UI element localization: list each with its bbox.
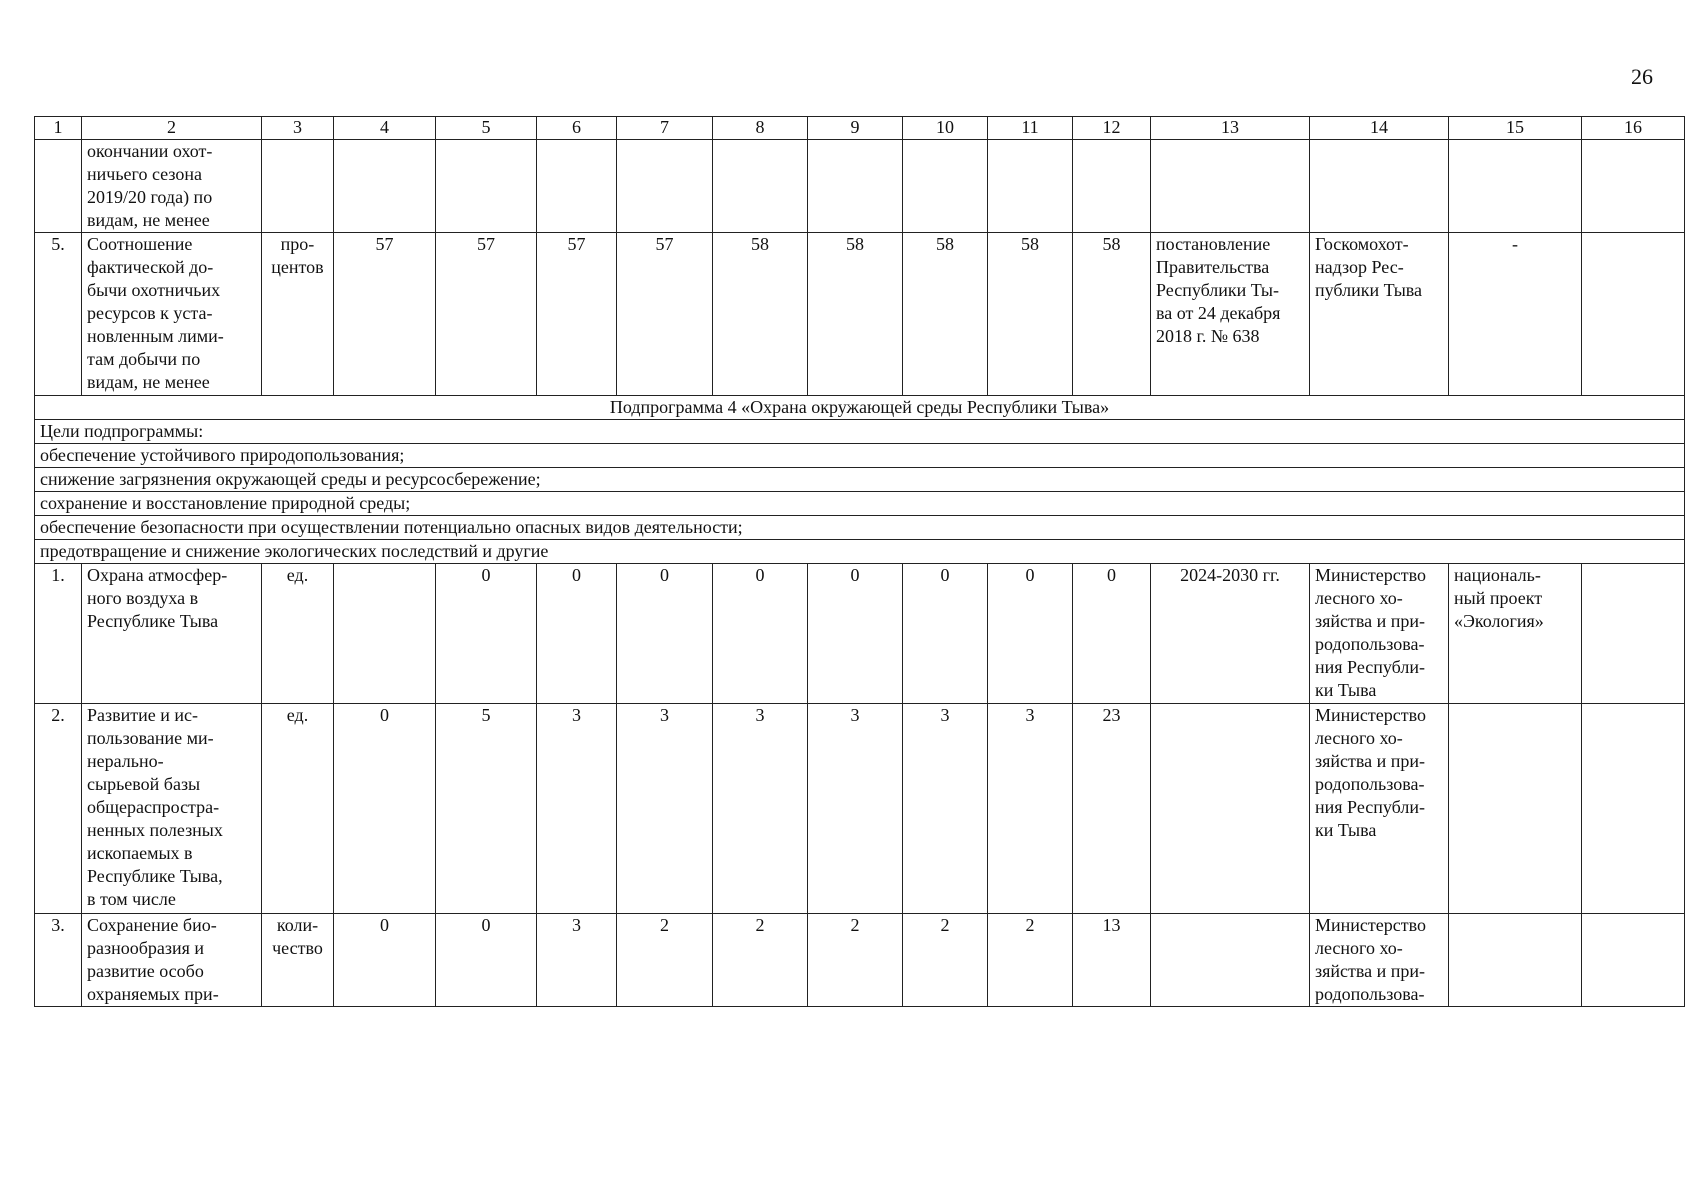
cell-value: 5: [436, 704, 537, 914]
cell-name: Сохранение био- разнообразия и развитие особо охраняемых при-: [82, 914, 262, 1007]
goal-row: [35, 444, 1685, 468]
col-header: 10: [903, 117, 988, 140]
col-header: 16: [1582, 117, 1685, 140]
cell-value: 3: [537, 704, 617, 914]
col-header: 2: [82, 117, 262, 140]
cell-value: 0: [988, 564, 1073, 704]
goal-item: обеспечение безопасности при осуществлении потенциально опасных видов деятельности;: [35, 516, 1685, 540]
cell-name: окончании охот- ничьего сезона 2019/20 года) по видам, не менее: [82, 140, 262, 233]
cell-project: националь- ный проект «Экология»: [1449, 564, 1582, 704]
cell-no: [35, 140, 82, 233]
cell-project: -: [1449, 233, 1582, 396]
cell-value: 3: [988, 704, 1073, 914]
col-header: 5: [436, 117, 537, 140]
cell-no: 5.: [35, 233, 82, 396]
col-header: 11: [988, 117, 1073, 140]
col-header: 4: [334, 117, 436, 140]
table-row: [35, 914, 1685, 1007]
cell-value: 2: [808, 914, 903, 1007]
cell-value: 23: [1073, 704, 1151, 914]
goal-item: обеспечение устойчивого природопользования;: [35, 444, 1685, 468]
cell-value: 3: [617, 704, 713, 914]
cell-unit: ед.: [262, 704, 334, 914]
cell-value: 57: [436, 233, 537, 396]
col-header: 13: [1151, 117, 1310, 140]
goal-item: предотвращение и снижение экологических последствий и другие: [35, 540, 1685, 564]
cell-value: 13: [1073, 914, 1151, 1007]
column-number-header-row: [35, 117, 1685, 140]
cell-responsible: Министерство лесного хо- зяйства и при- родопользова- ния Республи- ки Тыва: [1310, 704, 1449, 914]
col-header: 14: [1310, 117, 1449, 140]
cell-value: 0: [436, 564, 537, 704]
table-row: [35, 704, 1685, 914]
col-header: 15: [1449, 117, 1582, 140]
cell-value: 3: [713, 704, 808, 914]
cell-no: 2.: [35, 704, 82, 914]
cell-no: 1.: [35, 564, 82, 704]
cell-value: 0: [334, 704, 436, 914]
cell-value: 0: [1073, 564, 1151, 704]
cell-value: 3: [808, 704, 903, 914]
cell-value: 0: [334, 914, 436, 1007]
table-row: [35, 564, 1685, 704]
goal-row: [35, 516, 1685, 540]
cell-unit: ед.: [262, 564, 334, 704]
cell-value: 2: [903, 914, 988, 1007]
cell-document: [1151, 914, 1310, 1007]
col-header: 12: [1073, 117, 1151, 140]
cell-no: 3.: [35, 914, 82, 1007]
cell-value: 58: [988, 233, 1073, 396]
cell-value: 0: [713, 564, 808, 704]
goal-row: [35, 420, 1685, 444]
goal-item: снижение загрязнения окружающей среды и ресурсосбережение;: [35, 468, 1685, 492]
cell-document: 2024-2030 гг.: [1151, 564, 1310, 704]
cell-extra: [1582, 233, 1685, 396]
cell-document: постановление Правительства Республики Ты- ва от 24 декабря 2018 г. № 638: [1151, 233, 1310, 396]
cell-document: [1151, 704, 1310, 914]
cell-value: 2: [988, 914, 1073, 1007]
table-row: [35, 140, 1685, 233]
cell-value: 58: [1073, 233, 1151, 396]
cell-value: 2: [617, 914, 713, 1007]
page-number: 26: [1631, 64, 1653, 89]
col-header: 3: [262, 117, 334, 140]
cell-responsible: Госкомохот- надзор Рес- публики Тыва: [1310, 233, 1449, 396]
goal-item: сохранение и восстановление природной среды;: [35, 492, 1685, 516]
cell-value: 3: [537, 914, 617, 1007]
cell-value: 58: [903, 233, 988, 396]
cell-value: 57: [617, 233, 713, 396]
cell-name: Соотношение фактической до- бычи охотничьих ресурсов к уста- новленным лими- там добычи по видам, не менее: [82, 233, 262, 396]
col-header: 7: [617, 117, 713, 140]
cell-value: 57: [537, 233, 617, 396]
subprogram-title: Подпрограмма 4 «Охрана окружающей среды Республики Тыва»: [35, 396, 1685, 420]
cell-name: Развитие и ис- пользование ми- нерально- сырьевой базы общераспростра- ненных полезных ископаемых в Республике Тыва, в том числе: [82, 704, 262, 914]
goals-heading: Цели подпрограммы:: [35, 420, 1685, 444]
goal-row: [35, 468, 1685, 492]
cell-value: [334, 564, 436, 704]
cell-value: 58: [808, 233, 903, 396]
cell-project: [1449, 704, 1582, 914]
cell-responsible: Министерство лесного хо- зяйства и при- родопользова- ния Республи- ки Тыва: [1310, 564, 1449, 704]
goal-row: [35, 540, 1685, 564]
cell-project: [1449, 914, 1582, 1007]
cell-unit: про- центов: [262, 233, 334, 396]
col-header: 9: [808, 117, 903, 140]
col-header: 1: [35, 117, 82, 140]
table-row: [35, 233, 1685, 396]
cell-value: 0: [436, 914, 537, 1007]
cell-unit: коли- чество: [262, 914, 334, 1007]
col-header: 6: [537, 117, 617, 140]
col-header: 8: [713, 117, 808, 140]
cell-name: Охрана атмосфер- ного воздуха в Республике Тыва: [82, 564, 262, 704]
cell-extra: [1582, 914, 1685, 1007]
cell-extra: [1582, 704, 1685, 914]
cell-value: 2: [713, 914, 808, 1007]
goal-row: [35, 492, 1685, 516]
cell-value: 57: [334, 233, 436, 396]
cell-value: 3: [903, 704, 988, 914]
cell-value: 0: [808, 564, 903, 704]
cell-value: 0: [617, 564, 713, 704]
subprogram-title-row: [35, 396, 1685, 420]
cell-value: 58: [713, 233, 808, 396]
cell-value: 0: [537, 564, 617, 704]
cell-responsible: Министерство лесного хо- зяйства и при- родопользова-: [1310, 914, 1449, 1007]
indicators-table: [34, 116, 1685, 1007]
cell-extra: [1582, 564, 1685, 704]
cell-value: 0: [903, 564, 988, 704]
